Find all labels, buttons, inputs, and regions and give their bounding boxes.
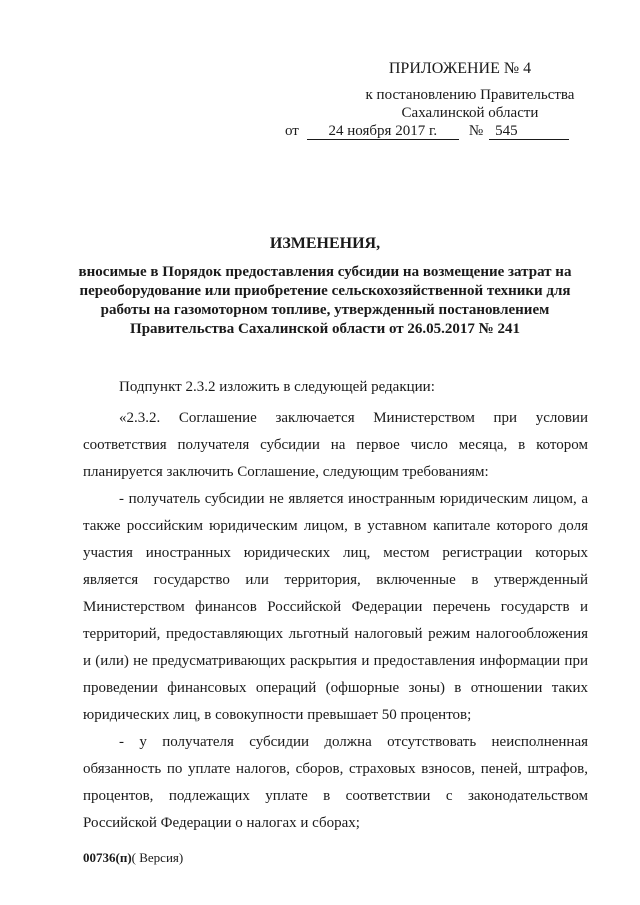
appendix-title: ПРИЛОЖЕНИЕ № 4 (388, 60, 532, 77)
decree-date: 24 ноября 2017 г. (307, 123, 459, 140)
appendix-line1: к постановлению Правительства (365, 87, 575, 103)
number-label: № (468, 123, 484, 139)
paragraph-3: - получатель субсидии не является иностранным юридическим лицом, а также российским юридическим лицом, в уставном капитале которого доля участия иностранных юридических лиц, местом регистрации которых является государство или территория, включенные в утвержденный Министерством финансов Российской Федерации перечень государств и территорий, предоставляющих льготный налоговый режим налогообложения и (или) не предусматривающих раскрытия и предоставления информации при проведении финансовых операций (офшорные зоны) в отношении таких юридических лиц, в совокупности превышает 50 процентов; (83, 491, 588, 723)
appendix-line2: Сахалинской области (401, 105, 539, 121)
footer-code: 00736(п) (83, 850, 132, 865)
heading-subtitle: вносимые в Порядок предоставления субсидии на возмещение затрат на переоборудование или приобретение сельскохозяйственной техники для работы на газомоторном топливе, утвержденный постановлением Правительства Сахалинской области от 26.05.2017 № 241 (78, 264, 572, 337)
document-heading (60, 234, 590, 339)
document-body (83, 374, 588, 837)
appendix-dateline (285, 122, 600, 140)
decree-number: 545 (489, 123, 569, 140)
paragraph-4: - у получателя субсидии должна отсутствовать неисполненная обязанность по уплате налогов, сборов, страховых взносов, пеней, штрафов, процентов, подлежащих уплате в соответствии с законодательством Российской Федерации о налогах и сборах; (83, 734, 588, 831)
appendix-block (285, 60, 600, 140)
paragraph-1: Подпункт 2.3.2 изложить в следующей редакции: (119, 379, 435, 395)
paragraph-2: «2.3.2. Соглашение заключается Министерством при условии соответствия получателя субсидии на первое число месяца, в котором планируется заключить Соглашение, следующим требованиям: (83, 410, 588, 480)
footer-version: ( Версия) (131, 850, 184, 865)
heading-title: ИЗМЕНЕНИЯ, (269, 235, 381, 252)
footer (83, 850, 183, 866)
from-label: от (285, 123, 299, 139)
